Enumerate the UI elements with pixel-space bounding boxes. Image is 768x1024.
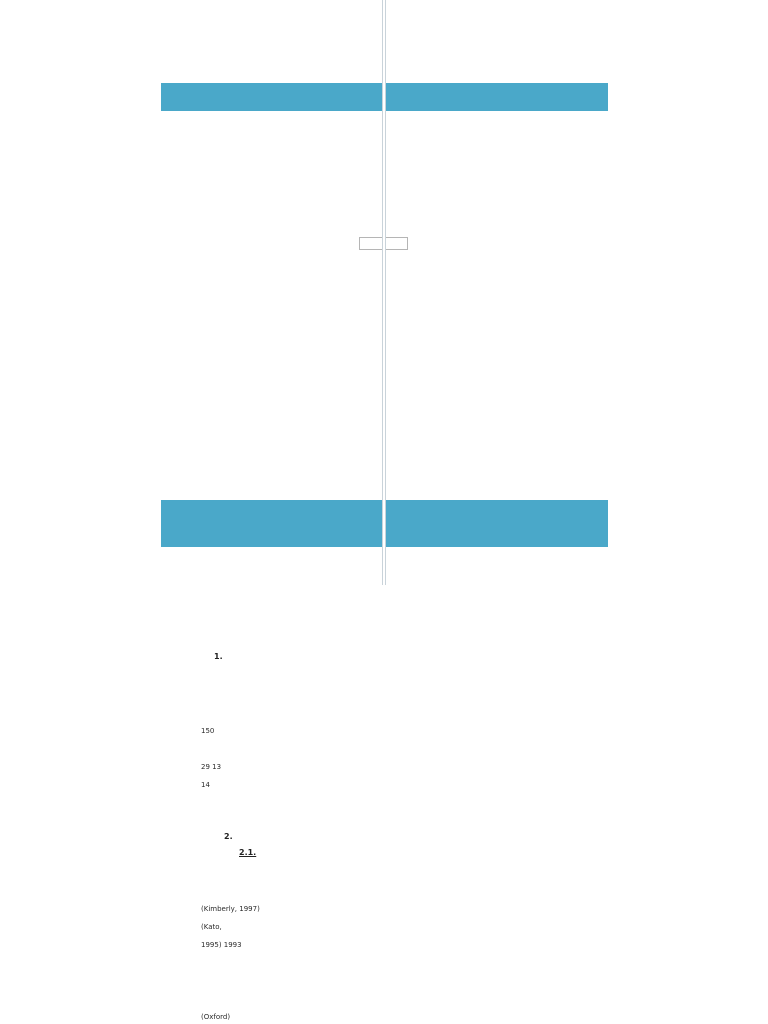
section-2-number: 2. <box>224 832 233 841</box>
paragraph-line <box>201 686 569 704</box>
paragraph-line <box>201 972 569 990</box>
paragraph-line <box>201 740 569 758</box>
section-2-heading <box>224 832 239 841</box>
paragraph-line: 1995) 1993 <box>201 941 242 949</box>
paragraph-line <box>201 882 569 900</box>
paragraph-line <box>201 812 569 830</box>
section-1-paragraph <box>201 668 569 828</box>
paragraph-line <box>201 864 569 882</box>
paragraph-line: (Kimberly, 1997) <box>201 905 260 913</box>
paragraph-line <box>201 990 569 1008</box>
paragraph-line <box>201 830 569 848</box>
section-1-number: 1. <box>214 652 223 661</box>
cover-divider <box>382 0 386 585</box>
paragraph-line: 150 <box>201 727 215 735</box>
section-2-1-paragraph <box>201 864 569 1024</box>
cover-page <box>161 0 608 600</box>
paragraph-line <box>201 794 569 812</box>
paragraph-line: (Kato, <box>201 923 222 931</box>
section-2-1-heading <box>239 848 262 857</box>
paragraph-line: (Oxford) <box>201 1013 231 1021</box>
paragraph-line <box>201 954 569 972</box>
section-1-heading <box>214 652 229 661</box>
section-2-1-number: 2.1. <box>239 848 257 857</box>
paragraph-line <box>201 668 569 686</box>
body-page <box>161 612 608 1024</box>
paragraph-line <box>201 704 569 722</box>
paragraph-line: 29 13 <box>201 763 222 771</box>
paragraph-line: 14 <box>201 781 210 789</box>
